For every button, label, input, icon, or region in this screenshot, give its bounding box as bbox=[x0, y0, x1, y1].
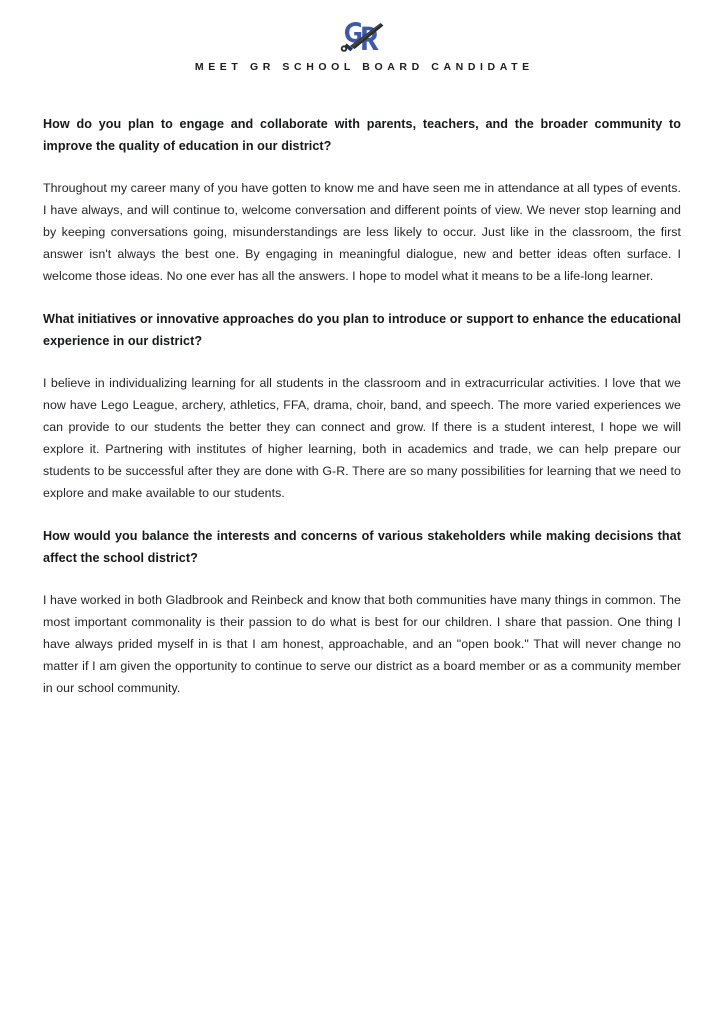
gr-sabers-logo-icon bbox=[333, 18, 391, 54]
qa-block bbox=[43, 308, 681, 504]
answer-paragraph: Throughout my career many of you have gotten to know me and have seen me in attendance at all types of events. I have always, and will continue to, welcome conversation and different points of view. We never stop learning and by keeping conversations going, misunderstandings are less likely to occur. Just like in the classroom, the first answer isn't always the best one. By engaging in meaningful dialogue, new and better ideas often surface. I welcome those ideas. No one ever has all the answers. I hope to model what it means to be a life-long learner. bbox=[43, 181, 681, 283]
article-content bbox=[43, 113, 681, 699]
answer-paragraph: I have worked in both Gladbrook and Reinbeck and know that both communities have many things in common. The most important commonality is their passion to do what is best for our children. I share that passion. One thing I have always prided myself in is that I am honest, approachable, and an "open book." That will never change no matter if I am given the opportunity to continue to serve our district as a board member or as a community member in our school community. bbox=[43, 593, 681, 695]
question-heading: What initiatives or innovative approaches do you plan to introduce or support to enhance the educational experience in our district? bbox=[43, 312, 681, 348]
qa-block bbox=[43, 525, 681, 699]
page-header bbox=[0, 0, 724, 73]
page-title: MEET GR SCHOOL BOARD CANDIDATE bbox=[194, 61, 534, 73]
question-heading: How would you balance the interests and concerns of various stakeholders while making decisions that affect the school district? bbox=[43, 529, 681, 565]
answer-paragraph: I believe in individualizing learning for all students in the classroom and in extracurricular activities. I love that we now have Lego League, archery, athletics, FFA, drama, choir, band, and speech. The more varied experiences we can provide to our students the better they can connect and grow. If there is a student interest, I hope we will explore it. Partnering with institutes of higher learning, both in academics and trade, we can help prepare our students to be successful after they are done with G-R. There are so many possibilities for learning that we need to explore and make available to our students. bbox=[43, 376, 681, 500]
qa-block bbox=[43, 113, 681, 287]
question-heading: How do you plan to engage and collaborate with parents, teachers, and the broader community to improve the quality of education in our district? bbox=[43, 117, 681, 153]
